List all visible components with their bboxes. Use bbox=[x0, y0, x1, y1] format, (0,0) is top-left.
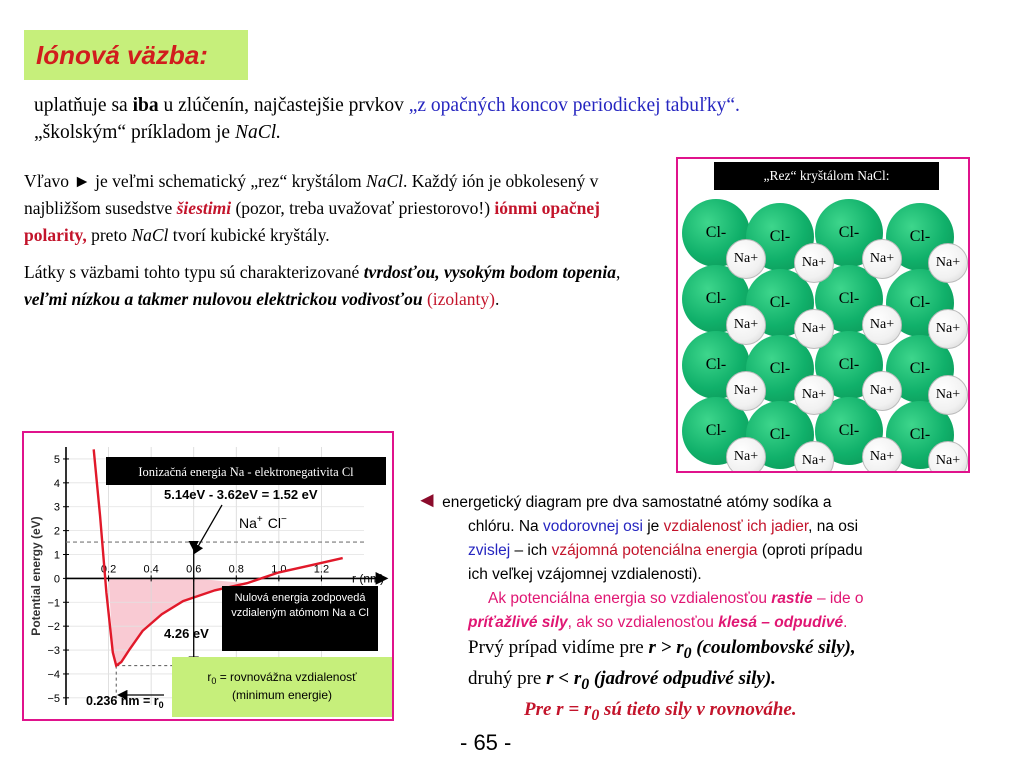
x-tick-label: 0.2 bbox=[100, 563, 117, 576]
na-ion: Na+ bbox=[726, 371, 766, 411]
chart-title: Ionizačná energia Na - elektronegativita Cl bbox=[138, 465, 354, 479]
ion-pair-plus: + bbox=[256, 514, 263, 525]
page-number: - 65 - bbox=[460, 730, 512, 755]
p2-d: veľmi nízkou a takmer nulovou elektrickou vodivosťou bbox=[24, 289, 423, 309]
y-tick-label: 0 bbox=[53, 573, 60, 586]
dt-l8a: druhý pre bbox=[468, 667, 547, 689]
cl-ion: Cl- bbox=[746, 335, 814, 403]
r0-box bbox=[172, 657, 392, 717]
title-box bbox=[24, 30, 248, 80]
p1-c: (pozor, treba uvažovať priestorovo!) bbox=[231, 198, 495, 218]
x-tick-label: 0.8 bbox=[228, 563, 244, 576]
y-tick-label: −1 bbox=[47, 597, 60, 610]
na-ion: Na+ bbox=[862, 437, 902, 473]
energy-chart-svg bbox=[24, 433, 394, 721]
na-ion: Na+ bbox=[794, 309, 834, 349]
r0-box-text: = rovnovážna vzdialenosť bbox=[216, 670, 357, 684]
cl-ion: Cl- bbox=[815, 331, 883, 399]
dt-l7b: r > r bbox=[648, 637, 684, 658]
ionization-formula: 5.14eV - 3.62eV = 1.52 eV bbox=[164, 487, 318, 502]
cl-ion: Cl- bbox=[682, 331, 750, 399]
cl-ion: Cl- bbox=[815, 397, 883, 465]
dt-l8c: (jadrové odpudivé sily). bbox=[589, 667, 776, 689]
intro-quote: „z opačných koncov periodickej tabuľky“. bbox=[408, 95, 740, 116]
cl-ion: Cl- bbox=[682, 199, 750, 267]
intro-text-e: „školským“ príkladom je bbox=[34, 122, 235, 143]
y-tick-label: 5 bbox=[53, 453, 60, 466]
y-tick-label: −3 bbox=[47, 645, 60, 658]
cl-ion: Cl- bbox=[682, 265, 750, 333]
dt-l7a: Prvý prípad vidíme pre bbox=[468, 637, 649, 658]
p2-b: tvrdosťou, vysokým bodom topenia bbox=[363, 262, 617, 282]
crystal-label: „Rez“ kryštálom NaCl: bbox=[714, 162, 939, 190]
y-tick-label: 3 bbox=[53, 501, 60, 514]
dt-line-6 bbox=[416, 611, 990, 635]
dt-l3a: zvislej bbox=[468, 542, 511, 559]
x-tick-label: 0.4 bbox=[143, 563, 159, 576]
na-ion: Na+ bbox=[862, 305, 902, 345]
left-description bbox=[24, 168, 664, 313]
p1-ions: iónmi opačnej polarity, bbox=[24, 198, 600, 245]
cl-ion: Cl- bbox=[746, 269, 814, 337]
na-ion: Na+ bbox=[862, 239, 902, 279]
dt-line-2 bbox=[416, 515, 990, 539]
dt-l3c: vzájomná potenciálna energia bbox=[551, 542, 758, 559]
dt-l9b: sú tieto sily v rovnováhe. bbox=[599, 698, 797, 720]
y-tick-label: 1 bbox=[53, 549, 60, 562]
na-ion: Na+ bbox=[862, 371, 902, 411]
r0-value-sub: 0 bbox=[158, 700, 164, 710]
dt-line-9 bbox=[416, 697, 990, 728]
na-ion: Na+ bbox=[794, 243, 834, 283]
dt-l5c: – ide o bbox=[812, 590, 864, 607]
dt-l2c: je bbox=[642, 518, 664, 535]
na-ion: Na+ bbox=[726, 437, 766, 473]
na-ion: Na+ bbox=[928, 309, 968, 349]
p1-b: . Každý ión je obkolesený v najbližšom susedstve bbox=[24, 171, 599, 218]
dt-l2b: vodorovnej osi bbox=[542, 518, 643, 535]
na-ion: Na+ bbox=[928, 375, 968, 415]
dt-line-5 bbox=[416, 587, 990, 611]
x-axis-label: r (nm) bbox=[352, 571, 384, 586]
na-ion: Na+ bbox=[726, 239, 766, 279]
na-ion: Na+ bbox=[794, 375, 834, 415]
r0-value-label bbox=[86, 694, 164, 710]
dt-l3d: (oproti prípadu bbox=[757, 542, 863, 559]
ionization-pointer-arrow bbox=[196, 505, 222, 550]
dt-line-1 bbox=[416, 488, 990, 515]
dt-l8-sub: 0 bbox=[581, 675, 590, 693]
dt-l2a: chlóru. Na bbox=[468, 518, 543, 535]
dt-line-4: ich veľkej vzájomnej vzdialenosti). bbox=[468, 566, 702, 583]
zero-energy-note: Nulová energia zodpovedá vzdialeným atómom Na a Cl bbox=[231, 592, 369, 619]
dt-l2d: vzdialenosť ich jadier bbox=[663, 518, 809, 535]
dt-l3b: – ich bbox=[510, 542, 552, 559]
ion-pair-na: Na bbox=[239, 515, 257, 531]
dt-l5a: Ak potenciálna energia so vzdialenosťou bbox=[488, 590, 772, 607]
dt-line-3 bbox=[416, 539, 990, 563]
r0-value-text: 0.236 nm = r bbox=[86, 694, 159, 708]
cl-ion: Cl- bbox=[815, 199, 883, 267]
p2-c: , bbox=[616, 262, 621, 282]
left-paragraph-2 bbox=[24, 259, 664, 313]
y-tick-label: 4 bbox=[53, 477, 60, 490]
dt-l6a: príťažlivé sily bbox=[468, 614, 568, 631]
r0-box-line-2: (minimum energie) bbox=[231, 688, 333, 702]
dt-l9-sub: 0 bbox=[591, 706, 600, 724]
na-ion: Na+ bbox=[928, 441, 968, 473]
r0-box-r: r bbox=[207, 670, 212, 684]
ion-pair-cl: Cl bbox=[267, 515, 281, 531]
cl-ion: Cl- bbox=[682, 397, 750, 465]
intro-text-a: uplatňuje sa bbox=[34, 95, 133, 116]
p1-six: šiestimi bbox=[176, 198, 232, 218]
cl-ion: Cl- bbox=[886, 335, 954, 403]
p1-d: preto bbox=[86, 225, 132, 245]
y-tick-label: −2 bbox=[47, 621, 60, 634]
x-tick-label: 0.6 bbox=[186, 563, 202, 576]
cl-ion: Cl- bbox=[886, 269, 954, 337]
left-paragraph-1 bbox=[24, 168, 664, 249]
intro-emph-iba: iba bbox=[132, 95, 159, 116]
na-ion: Na+ bbox=[726, 305, 766, 345]
intro-text-c: u zlúčenín, najčastejšie prvkov bbox=[158, 95, 409, 116]
ion-pair-minus: − bbox=[280, 514, 287, 525]
intro-nacl: NaCl. bbox=[234, 122, 281, 143]
diagram-description bbox=[416, 488, 990, 727]
dt-l6b: , ak so vzdialenosťou bbox=[567, 614, 719, 631]
ion-pair-label bbox=[239, 514, 287, 531]
nacl-crystal-figure bbox=[676, 157, 970, 473]
na-ion: Na+ bbox=[794, 441, 834, 473]
r0-box-line-1 bbox=[207, 670, 357, 686]
x-tick-label: 1.2 bbox=[313, 563, 330, 576]
na-ion: Na+ bbox=[928, 243, 968, 283]
dt-l6c: klesá – odpudivé bbox=[718, 614, 844, 631]
dt-l1: energetický diagram pre dva samostatné atómy sodíka a bbox=[437, 494, 832, 511]
p2-a: Látky s väzbami tohto typu sú charakterizované bbox=[24, 262, 364, 282]
dt-l7c: (coulombovské sily), bbox=[691, 637, 856, 658]
x-tick-label: 1.0 bbox=[271, 563, 287, 576]
intro-line-2 bbox=[34, 119, 994, 146]
p2-e: (izolanty) bbox=[422, 289, 495, 309]
y-tick-label: 2 bbox=[53, 525, 60, 538]
zero-energy-note-wrap bbox=[224, 591, 376, 651]
cl-ion: Cl- bbox=[886, 401, 954, 469]
intro-line-1 bbox=[34, 92, 994, 119]
p1-a: Vľavo ► je veľmi schematický „rez“ kryštálom bbox=[24, 171, 367, 191]
r0-box-sub: 0 bbox=[211, 676, 217, 686]
cl-ion: Cl- bbox=[886, 203, 954, 271]
y-tick-label: −5 bbox=[47, 692, 60, 705]
dt-l9a: Pre r = r bbox=[524, 698, 592, 720]
p1-nacl: NaCl bbox=[366, 171, 404, 191]
dt-l8b: r < r bbox=[546, 667, 582, 689]
dt-l5b: rastie bbox=[771, 590, 813, 607]
dt-l2e: , na osi bbox=[808, 518, 859, 535]
intro-text bbox=[34, 92, 994, 146]
cl-ion: Cl- bbox=[746, 401, 814, 469]
left-pointer-icon: ◄ bbox=[416, 487, 438, 512]
cl-ion: Cl- bbox=[746, 203, 814, 271]
p1-nacl-2: NaCl bbox=[131, 225, 169, 245]
energy-diagram bbox=[22, 431, 394, 721]
page-title: Iónová väzba: bbox=[36, 39, 208, 70]
p1-e: tvorí kubické kryštály. bbox=[168, 225, 330, 245]
cl-ion: Cl- bbox=[815, 265, 883, 333]
depth-label: 4.26 eV bbox=[164, 626, 209, 641]
y-axis-label: Potential energy (eV) bbox=[29, 516, 43, 636]
dt-l6d: . bbox=[843, 614, 848, 631]
dt-line-8 bbox=[416, 666, 990, 697]
dt-l7-sub: 0 bbox=[683, 644, 692, 662]
dt-line-7 bbox=[416, 635, 990, 666]
p2-f: . bbox=[494, 289, 500, 309]
y-tick-label: −4 bbox=[47, 668, 60, 681]
